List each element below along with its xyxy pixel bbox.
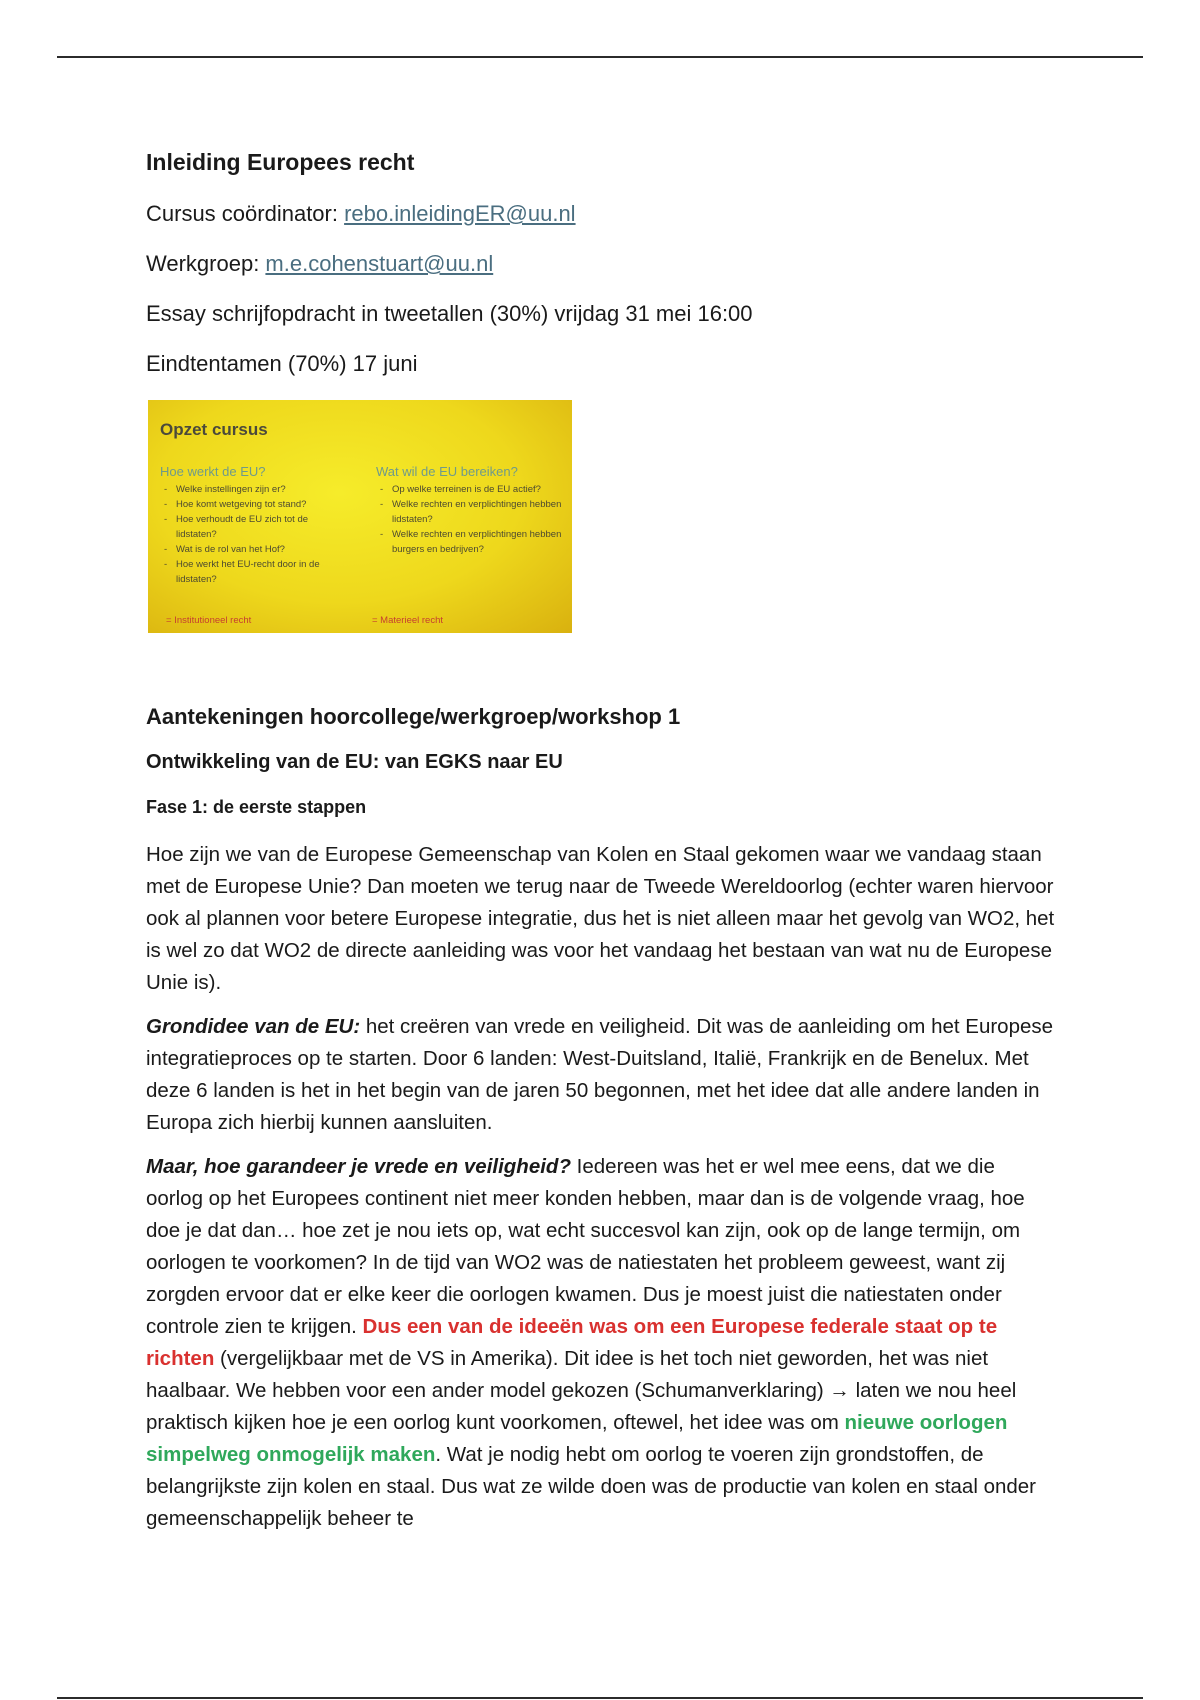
coordinator-email-link[interactable]: rebo.inleidingER@uu.nl <box>344 201 576 226</box>
slide-left-item: - Wat is de rol van het Hof? <box>160 542 350 557</box>
notes-heading: Aantekeningen hoorcollege/werkgroep/workshop 1 <box>146 704 681 729</box>
slide-left-list <box>160 482 350 587</box>
slide-left-item: - Hoe komt wetgeving tot stand? <box>160 497 350 512</box>
werkgroep-email-link[interactable]: m.e.cohenstuart@uu.nl <box>265 251 494 276</box>
slide-right-list <box>376 482 566 557</box>
paragraph-text: Iedereen was het er wel mee eens, dat we die oorlog op het Europees continent niet meer konden hebben, maar dan is de volgende vraag, hoe doe je dat dan… hoe zet je nou iets op, wat echt succesvol kan zijn, ook op de lange termijn, om oorlogen te voorkomen? In de tijd van WO2 was de natiestaten het probleem geweest, want zij zorgden ervoor dat er elke keer die oorlogen kwamen. Dus je moest juist die natiestaten onder controle zien te krijgen. <box>146 1155 1025 1338</box>
header-rule <box>57 56 1143 58</box>
slide-left-heading: Hoe werkt de EU? <box>160 464 266 479</box>
paragraph-lead: Grondidee van de EU: <box>146 1015 361 1038</box>
coordinator-line <box>146 200 1056 228</box>
course-outline-slide-image <box>148 400 572 633</box>
werkgroep-label: Werkgroep: <box>146 251 266 276</box>
essay-line: Essay schrijfopdracht in tweetallen (30%) vrijdag 31 mei 16:00 <box>146 301 753 326</box>
document-body <box>146 148 1056 1547</box>
section-heading: Ontwikkeling van de EU: van EGKS naar EU <box>146 751 563 773</box>
slide-left-footer: = Institutioneel recht <box>166 615 252 626</box>
paragraph-text: (vergelijkbaar met de VS in Amerika). Dit idee is het toch niet geworden, het was niet haalbaar. We hebben voor een ander model gekozen (Schumanverklaring) → laten we nou heel praktisch kijken hoe je een oorlog kunt voorkomen, oftewel, het idee was om <box>146 1347 1017 1434</box>
slide-left-item: - Hoe verhoudt de EU zich tot de lidstaten? <box>160 512 350 542</box>
slide-right-item: - Op welke terreinen is de EU actief? <box>376 482 566 497</box>
werkgroep-line <box>146 250 1056 278</box>
document-title: Inleiding Europees recht <box>146 149 415 175</box>
footer-rule <box>57 1697 1143 1699</box>
slide-left-column <box>160 464 350 587</box>
highlight-green-text: nieuwe oorlogen simpelweg onmogelijk maken <box>146 1411 1008 1466</box>
slide-right-item: - Welke rechten en verplichtingen hebben lidstaten? <box>376 497 566 527</box>
slide-right-footer: = Materieel recht <box>372 615 444 626</box>
exam-line: Eindtentamen (70%) 17 juni <box>146 351 418 376</box>
highlight-red-text: Dus een van de ideeën was om een Europese federale staat op te richten <box>146 1315 998 1370</box>
slide-right-item: - Welke rechten en verplichtingen hebben burgers en bedrijven? <box>376 527 566 557</box>
slide-title: Opzet cursus <box>160 420 268 439</box>
paragraph-lead: Maar, hoe garandeer je vrede en veiligheid? <box>146 1155 571 1178</box>
slide-right-heading: Wat wil de EU bereiken? <box>376 464 518 479</box>
paragraph-text: het creëren van vrede en veiligheid. Dit was de aanleiding om het Europese integratieproces op te starten. Door 6 landen: West-Duitsland, Italië, Frankrijk en de Benelux. Met deze 6 landen is het in het begin van de jaren 50 begonnen, met het idee dat alle andere landen in Europa zich hierbij kunnen aansluiten. <box>146 1015 1054 1134</box>
paragraph-grondidee <box>146 1011 1056 1139</box>
slide-left-item: - Hoe werkt het EU-recht door in de lidstaten? <box>160 557 350 587</box>
coordinator-label: Cursus coördinator: <box>146 201 345 226</box>
paragraph-text: . Wat je nodig hebt om oorlog te voeren zijn grondstoffen, de belangrijkste zijn kolen en staal. Dus wat ze wilde doen was de productie van kolen en staal onder gemeenschappelijk beheer te <box>146 1443 1036 1530</box>
phase-heading: Fase 1: de eerste stappen <box>146 797 367 817</box>
paragraph-history: Hoe zijn we van de Europese Gemeenschap van Kolen en Staal gekomen waar we vandaag staan met de Europese Unie? Dan moeten we terug naar de Tweede Wereldoorlog (echter waren hiervoor ook al plannen voor betere Europese integratie, dus het is niet alleen maar het gevolg van WO2, het is wel zo dat WO2 de directe aanleiding was voor het vandaag het bestaan van wat nu de Europese Unie is). <box>146 843 1055 994</box>
slide-right-column <box>376 464 566 557</box>
slide-left-item: - Welke instellingen zijn er? <box>160 482 350 497</box>
paragraph-vrede <box>146 1151 1056 1535</box>
